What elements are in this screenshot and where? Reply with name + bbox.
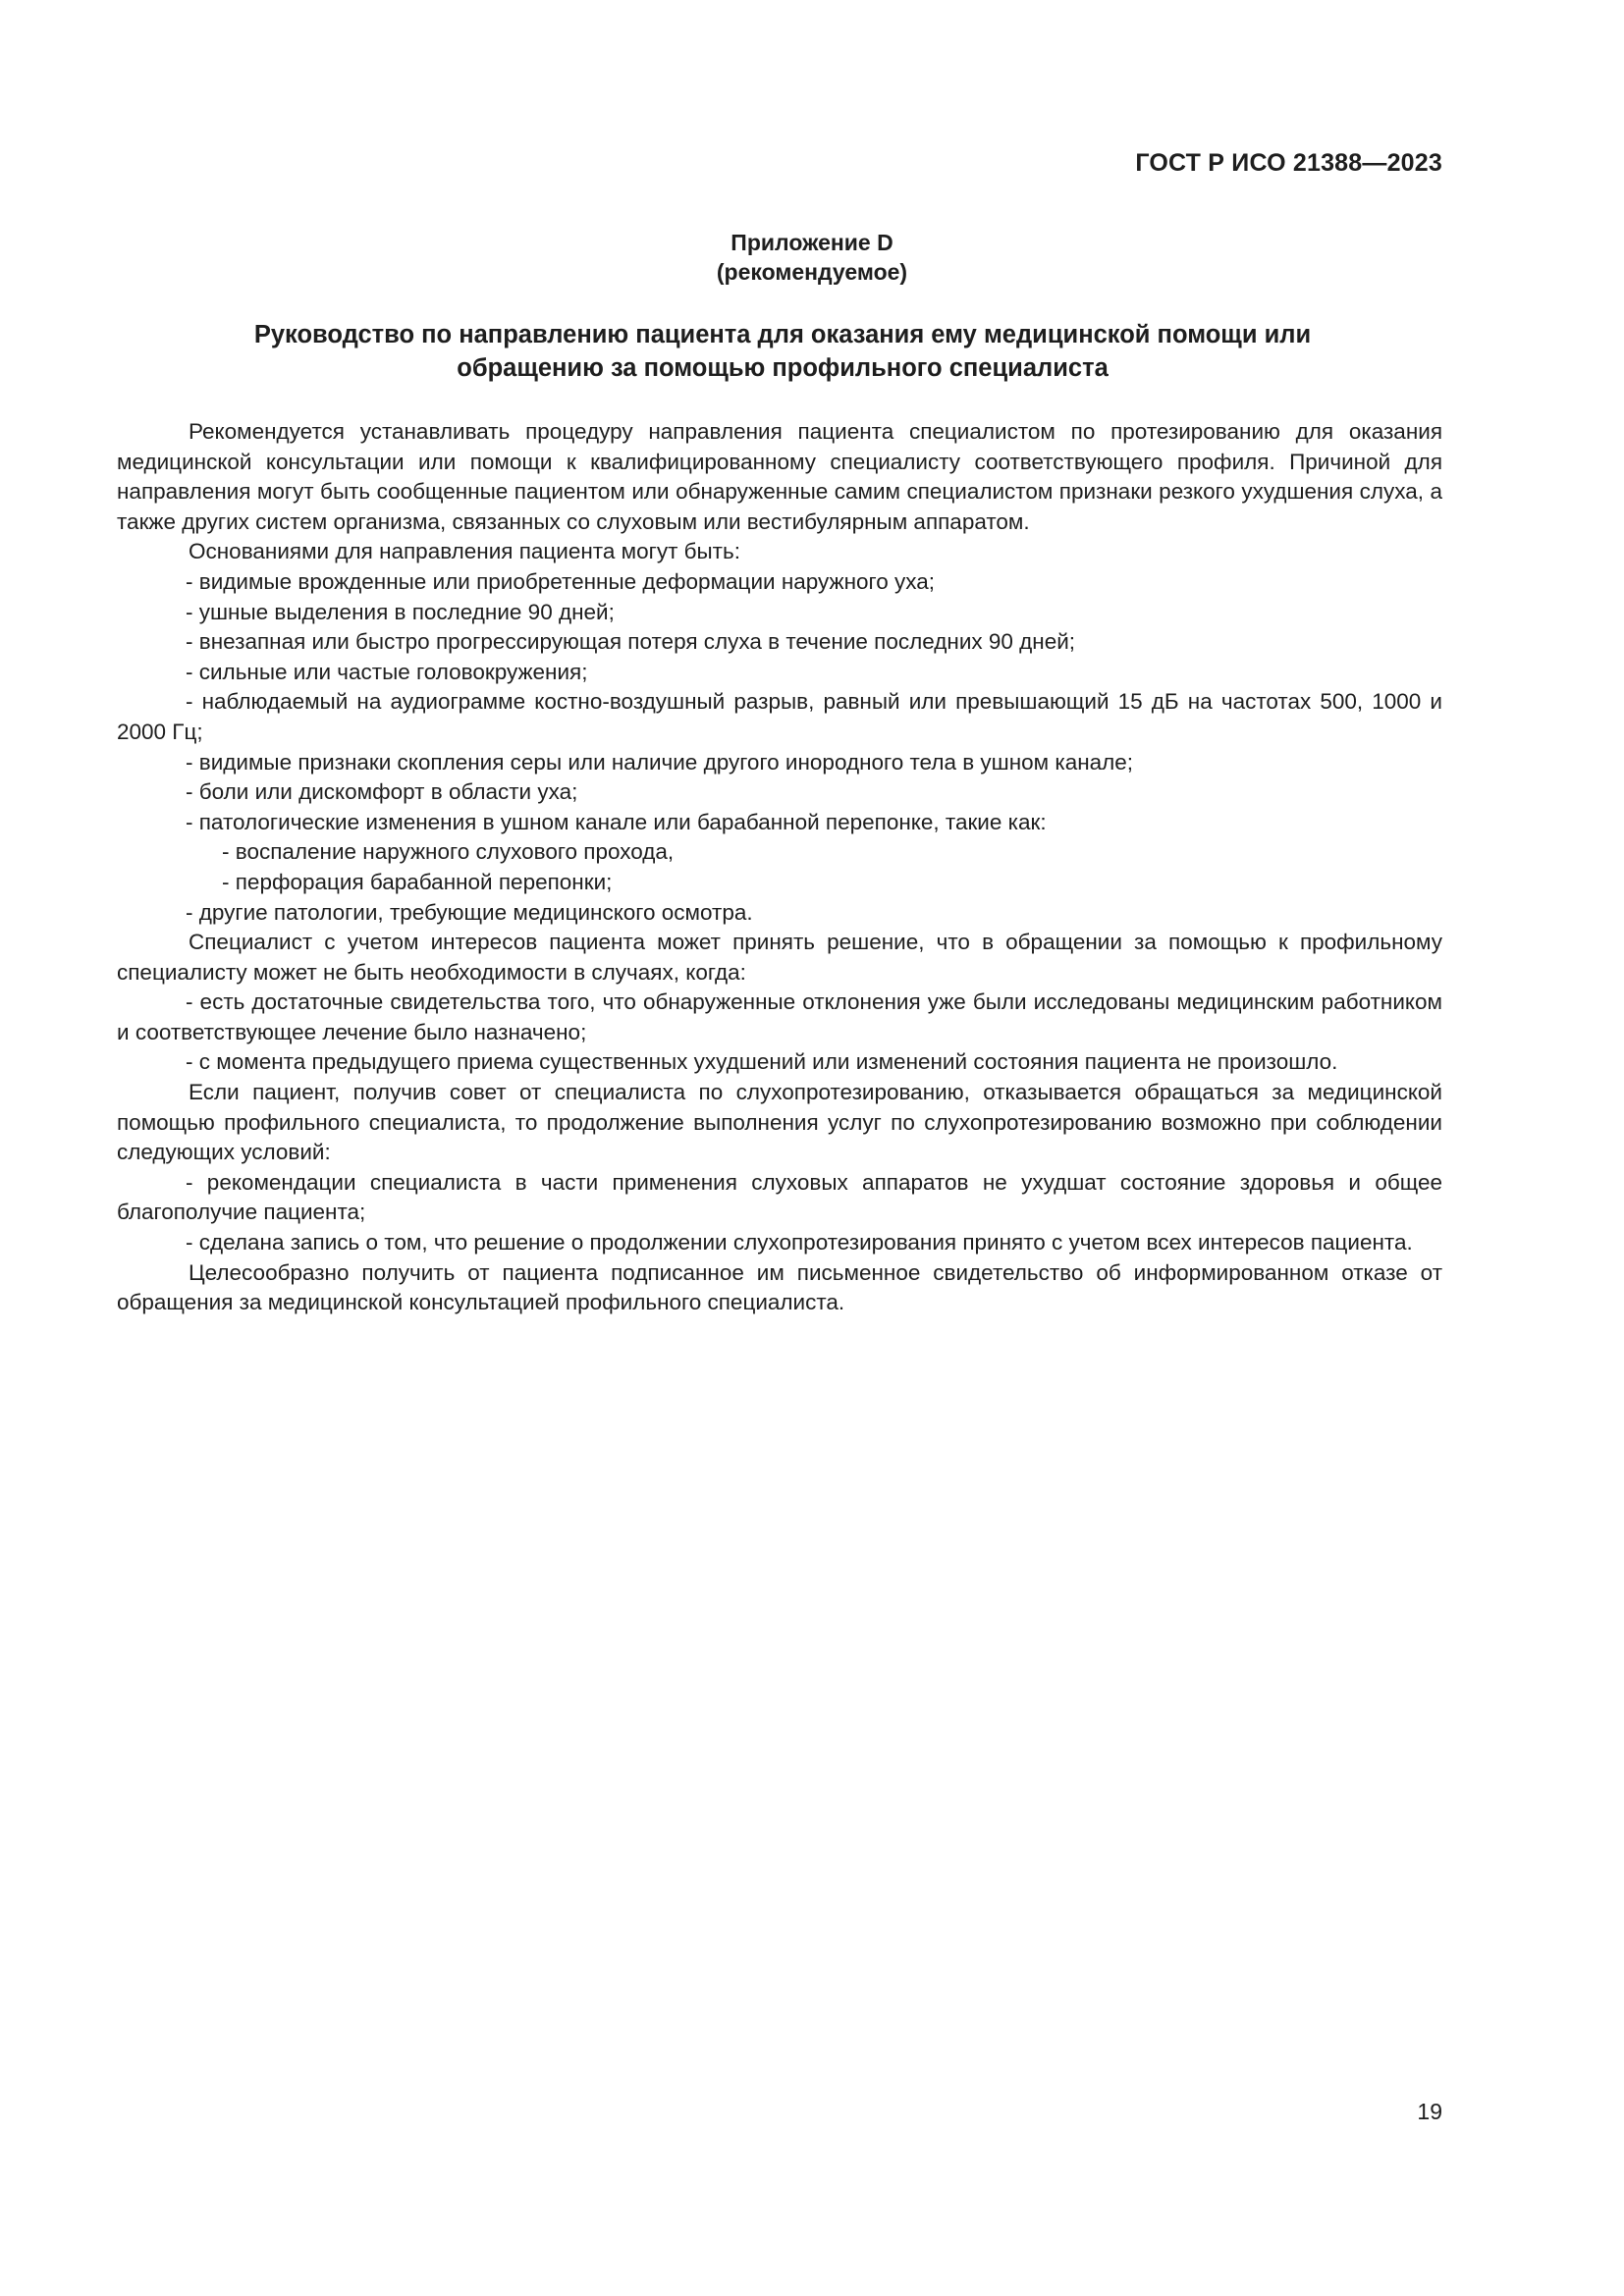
section-title bbox=[128, 318, 1437, 385]
list-item: - патологические изменения в ушном канале или барабанной перепонке, такие как: bbox=[186, 809, 1047, 834]
list-item: - наблюдаемый на аудиограмме костно-воздушный разрыв, равный или превышающий 15 дБ на частотах 500, 1000 и 2000 Гц; bbox=[117, 689, 1442, 744]
annex-type: (рекомендуемое) bbox=[716, 259, 908, 285]
body-text bbox=[117, 417, 1442, 1318]
list-item: - другие патологии, требующие медицинского осмотра. bbox=[186, 899, 753, 925]
list-item: - рекомендации специалиста в части применения слуховых аппаратов не ухудшат состояние здоровья и общее благополучие пациента; bbox=[117, 1169, 1442, 1225]
annex-label: Приложение D bbox=[731, 230, 893, 255]
sublist-item: - воспаление наружного слухового прохода, bbox=[222, 839, 675, 865]
list-item: - сделана запись о том, что решение о продолжении слухопротезирования принято с учетом всех интересов пациента. bbox=[186, 1230, 1413, 1255]
list-item: - видимые признаки скопления серы или наличие другого инородного тела в ушном канале; bbox=[186, 749, 1134, 774]
paragraph: Рекомендуется устанавливать процедуру направления пациента специалистом по протезированию для оказания медицинской консультации или помощи к квалифицированному специалисту соответствующего профиля. Причиной для направления могут быть сообщенные пациентом или обнаруженные самим специалистом признаки резкого ухудшения слуха, а также других систем организма, связанных со слуховым или вестибулярным аппаратом. bbox=[117, 419, 1442, 534]
sublist-item: - перфорация барабанной перепонки; bbox=[222, 869, 613, 894]
list-item: - с момента предыдущего приема существенных ухудшений или изменений состояния пациента не произошло. bbox=[186, 1049, 1338, 1075]
list-item: - боли или дискомфорт в области уха; bbox=[186, 779, 578, 805]
paragraph: Целесообразно получить от пациента подписанное им письменное свидетельство об информированном отказе от обращения за медицинской консультацией профильного специалиста. bbox=[117, 1259, 1442, 1315]
list-item: - сильные или частые головокружения; bbox=[186, 659, 588, 684]
paragraph: Если пациент, получив совет от специалиста по слухопротезированию, отказывается обращаться за медицинской помощью профильного специалиста, то продолжение выполнения услуг по слухопротезированию возможно при соблюдении следующих условий: bbox=[117, 1080, 1442, 1165]
section-title-line-2: обращению за помощью профильного специалиста bbox=[457, 354, 1109, 382]
paragraph: Основаниями для направления пациента могут быть: bbox=[189, 539, 740, 564]
list-item: - есть достаточные свидетельства того, что обнаруженные отклонения уже были исследованы медицинским работником и соответствующее лечение было назначено; bbox=[117, 989, 1442, 1044]
list-item: - внезапная или быстро прогрессирующая потеря слуха в течение последних 90 дней; bbox=[186, 629, 1076, 655]
paragraph: Специалист с учетом интересов пациента может принять решение, что в обращении за помощью к профильному специалисту может не быть необходимости в случаях, когда: bbox=[117, 930, 1442, 985]
annex-heading bbox=[0, 228, 1624, 287]
section-title-line-1: Руководство по направлению пациента для оказания ему медицинской помощи или bbox=[253, 321, 1312, 348]
list-item: - ушные выделения в последние 90 дней; bbox=[186, 599, 615, 624]
list-item: - видимые врожденные или приобретенные деформации наружного уха; bbox=[186, 568, 936, 594]
page-number: 19 bbox=[1417, 2099, 1442, 2124]
document-code: ГОСТ Р ИСО 21388—2023 bbox=[1135, 149, 1442, 177]
